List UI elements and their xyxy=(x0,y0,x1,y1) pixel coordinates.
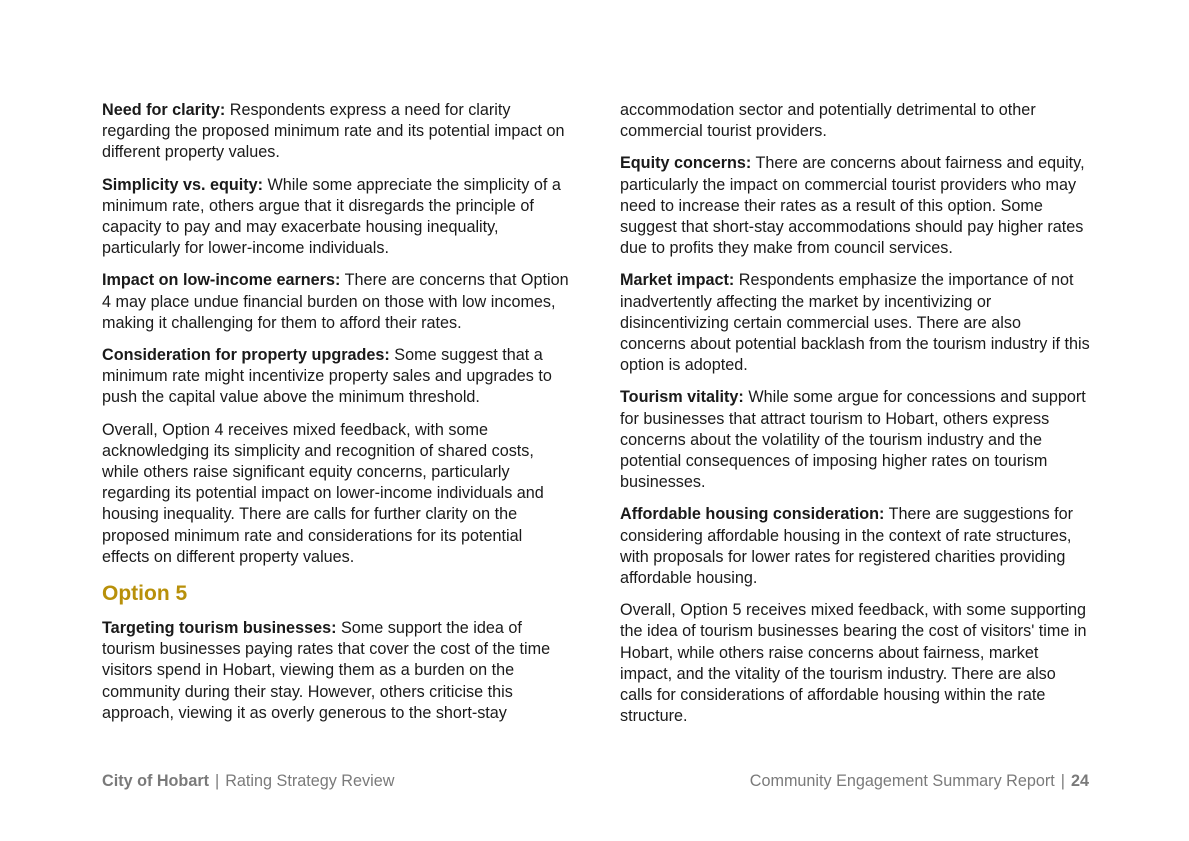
paragraph-need-for-clarity xyxy=(102,100,572,164)
footer-left xyxy=(102,771,394,792)
footer-right xyxy=(750,771,1089,792)
footer-doc-title: Rating Strategy Review xyxy=(225,772,395,790)
paragraph-continuation: accommodation sector and potentially detrimental to other commercial tourist providers. xyxy=(620,101,1036,141)
paragraph-label: Affordable housing consideration: xyxy=(620,505,885,524)
paragraph-label: Targeting tourism businesses: xyxy=(102,619,337,638)
paragraph-text: While some argue for concessions and support for businesses that attract tourism to Hobart, others express concerns about the volatility of the tourism industry and the potential consequences of imposing higher rates on tourism businesses. xyxy=(620,388,1086,492)
page-number: 24 xyxy=(1070,772,1089,790)
paragraph-impact-low-income xyxy=(102,270,572,334)
paragraph-label: Market impact: xyxy=(620,271,735,290)
paragraph-text: Some suggest that a minimum rate might incentivize property sales and upgrades to push the capital value above the minimum threshold. xyxy=(102,346,552,407)
paragraph-tourism-vitality xyxy=(620,387,1090,493)
paragraph-label: Consideration for property upgrades: xyxy=(102,346,390,365)
paragraph-text: There are concerns that Option 4 may place undue financial burden on those with low incomes, making it challenging for them to afford their rates. xyxy=(102,271,569,332)
paragraph-equity-concerns xyxy=(620,153,1090,259)
paragraph-text: There are suggestions for considering affordable housing in the context of rate structures, with proposals for lower rates for registered charities providing affordable housing. xyxy=(620,505,1074,588)
paragraph-label: Equity concerns: xyxy=(620,154,752,173)
paragraph-market-impact xyxy=(620,270,1090,376)
paragraph-text: There are concerns about fairness and equity, particularly the impact on commercial tourist providers who may need to increase their rates as a result of this option. Some suggest that short-stay accommodations should pay higher rates due to profits they make from council services. xyxy=(620,154,1085,258)
paragraph-option4-summary: Overall, Option 4 receives mixed feedback, with some acknowledging its simplicity and recognition of shared costs, while others raise significant equity concerns, particularly regarding its potential impact on lower-income individuals and housing inequality. There are calls for further clarity on the proposed minimum rate and considerations for its potential effects on different property values. xyxy=(102,420,544,566)
paragraph-label: Simplicity vs. equity: xyxy=(102,175,264,194)
section-heading-option-5: Option 5 xyxy=(102,582,188,606)
paragraph-text: Respondents express a need for clarity regarding the proposed minimum rate and its potential impact on different property values. xyxy=(102,101,565,162)
paragraph-text: Some support the idea of tourism businesses paying rates that cover the cost of the time visitors spend in Hobart, viewing them as a burden on the community during their stay. However, others criticise this approach, viewing it as overly generous to the short-stay xyxy=(102,619,551,722)
right-column xyxy=(620,100,1090,738)
paragraph-text: While some appreciate the simplicity of a minimum rate, others argue that it disregards the principle of capacity to pay and may exacerbate housing inequality, particularly for lower-income individuals. xyxy=(102,175,561,258)
paragraph-label: Tourism vitality: xyxy=(620,388,744,407)
paragraph-label: Impact on low-income earners: xyxy=(102,271,341,290)
paragraph-property-upgrades xyxy=(102,345,572,409)
paragraph-targeting-tourism xyxy=(102,618,572,724)
paragraph-option5-summary: Overall, Option 5 receives mixed feedback, with some supporting the idea of tourism businesses bearing the cost of visitors' time in Hobart, while others raise concerns about fairness, market impact, and the vitality of the tourism industry. There are also calls for considerations of affordable housing within the rate structure. xyxy=(620,601,1087,726)
footer-org: City of Hobart xyxy=(102,772,210,790)
left-column xyxy=(102,100,572,735)
footer-separator: | xyxy=(1060,772,1065,790)
paragraph-label: Need for clarity: xyxy=(102,101,226,119)
footer-report-title: Community Engagement Summary Report xyxy=(749,772,1055,790)
paragraph-text: Respondents emphasize the importance of not inadvertently affecting the market by incentivizing or disincentivizing certain commercial uses. There are also concerns about potential backlash from the tourism industry if this option is adopted. xyxy=(620,271,1090,375)
paragraph-affordable-housing xyxy=(620,504,1090,589)
footer-separator: | xyxy=(215,772,220,790)
paragraph-simplicity-vs-equity xyxy=(102,175,572,260)
